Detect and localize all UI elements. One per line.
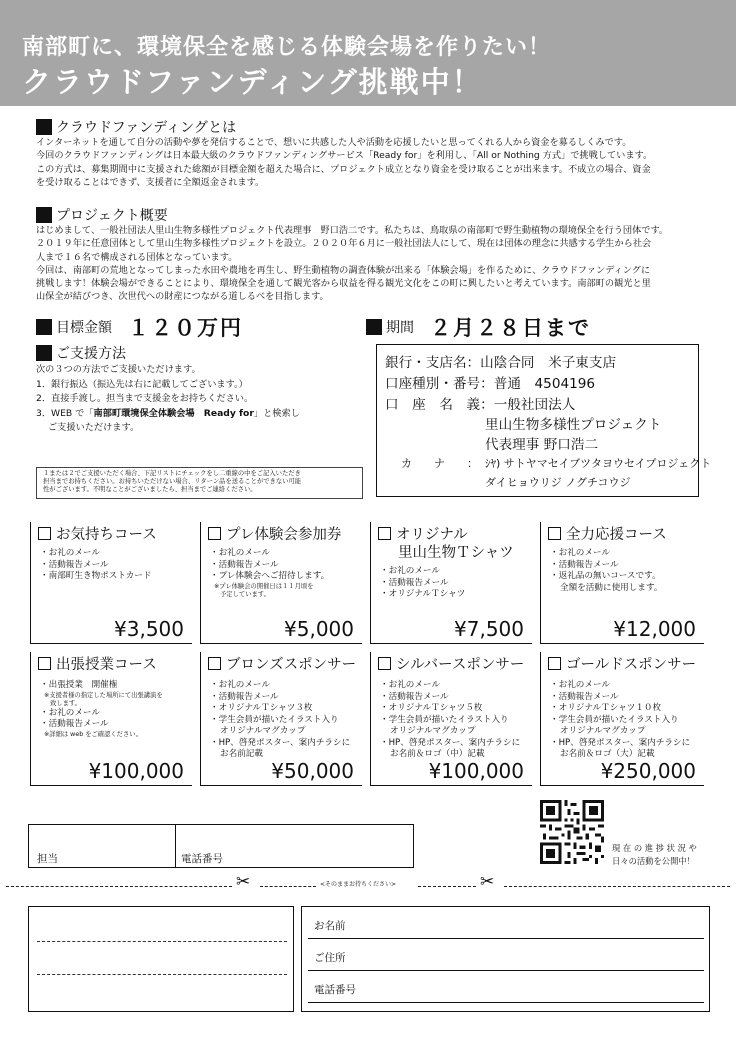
- course-item: お名前＆ロゴ（大）記載: [560, 749, 655, 759]
- course-title-line2: 里山生物Ｔシャツ: [398, 545, 514, 561]
- course-title: 全力応援コース: [566, 527, 667, 543]
- bank-info-box: [376, 344, 712, 497]
- bank-label: 銀行・支店名：: [385, 355, 481, 371]
- phone-label: 電話番号: [314, 984, 356, 996]
- course-price: ¥5,000: [284, 617, 354, 641]
- about-text: [36, 136, 652, 189]
- course-item: ・オリジナルＴシャツ３枚: [210, 703, 313, 713]
- kana-label: カ ナ ：: [401, 457, 478, 470]
- scissors-icon: ✂: [236, 872, 251, 892]
- phone-field[interactable]: [308, 977, 704, 1003]
- course-price: ¥50,000: [271, 759, 354, 783]
- course-item: ・オリジナルＴシャツ５枚: [380, 703, 483, 713]
- goal-amount: [36, 312, 243, 342]
- course-bronze-sponsor[interactable]: [200, 652, 362, 786]
- scissors-icon: ✂: [480, 872, 495, 892]
- overview-line: ２０１９年に任意団体として里山生物多様性プロジェクトを設立。２０２０年６月に一般社団法人にして、現在は団体の理念に共感する学生から社会: [36, 238, 652, 250]
- course-item: オリジナルマグカップ: [560, 726, 646, 736]
- staff-contact-box: [28, 824, 414, 868]
- about-line: を受け取ることはできず、支援者に全額返金されます。: [36, 176, 265, 188]
- course-item: ・活動報告メール: [550, 691, 619, 702]
- overview-title: プロジェクト概要: [56, 208, 168, 224]
- qr-note-line: 現 在 の 進 捗 状 況 や: [612, 843, 697, 853]
- period-value: ２月２８日まで: [430, 316, 591, 340]
- staff-phone-label: 電話番号: [181, 853, 223, 865]
- holder-line-1: 一般社団法人: [493, 397, 576, 413]
- course-item: ・お礼のメール: [550, 680, 610, 690]
- support-method-3-cont: ご支援いただけます。: [48, 422, 140, 433]
- overview-line: 挑戦します！体験会場ができることにより、環境保全を通して観光客から収益を得る観光文化をこの町に興したいと考えています。南部町の観光と里: [36, 278, 651, 290]
- course-item: ・活動報告メール: [40, 559, 109, 570]
- course-item: ・学生会員が描いたイラスト入り: [210, 714, 339, 725]
- course-item: ・お礼のメール: [550, 548, 610, 558]
- checkbox[interactable]: [378, 657, 391, 670]
- overview-text: [36, 224, 668, 304]
- address-field[interactable]: [308, 945, 704, 971]
- holder-label: 口 座 名 義：: [385, 397, 494, 413]
- goal-value: １２０万円: [128, 316, 243, 340]
- course-item: ・お礼のメール: [210, 548, 270, 558]
- square-bullet-icon: [36, 345, 52, 361]
- about-title: クラウドファンディングとは: [56, 120, 237, 136]
- about-line: インターネットを通して自分の活動や夢を発信することで、想いに共感した人や活動を応援したいと思ってくれる人から資金を募るしくみです。: [36, 137, 632, 148]
- name-field[interactable]: [308, 913, 704, 939]
- checkbox[interactable]: [548, 657, 561, 670]
- cut-line: [0, 872, 736, 894]
- holder-line-3: 代表理事 野口浩二: [485, 437, 599, 453]
- square-bullet-icon: [36, 319, 52, 335]
- checkbox[interactable]: [208, 657, 221, 670]
- kana-line-2: ダイヒョウリジ ノグチコウジ: [485, 476, 631, 489]
- course-gold-sponsor[interactable]: [540, 652, 704, 786]
- account-label: 口座種別・番号：: [385, 376, 494, 392]
- goal-label: 目標金額: [56, 320, 112, 336]
- support-heading: [36, 343, 126, 363]
- course-item: お名前＆ロゴ（中）記載: [390, 749, 485, 759]
- header-title-line1: 南部町に、環境保全を感じる体験会場を作りたい！: [22, 35, 552, 60]
- course-note: 予定しています。: [220, 590, 270, 598]
- course-visiting-class[interactable]: [30, 652, 192, 786]
- course-item: ・学生会員が描いたイラスト入り: [550, 714, 679, 725]
- course-item: ・HP、啓発ポスター、案内チラシに: [380, 737, 521, 748]
- support-intro: 次の３つの方法でご支援いただけます。: [36, 364, 201, 375]
- course-note: 致します。: [50, 699, 81, 707]
- course-silver-sponsor[interactable]: [370, 652, 532, 786]
- course-item: ・お礼のメール: [380, 566, 440, 576]
- course-note: ※プレ体験会の開催日は１１月頃を: [214, 582, 314, 590]
- cut-line-text: <そのままお持ちください>: [320, 881, 397, 888]
- course-item: ・活動報告メール: [380, 577, 449, 588]
- course-item: お名前記載: [220, 749, 263, 759]
- checkbox[interactable]: [208, 527, 221, 540]
- course-item: ・活動報告メール: [210, 691, 279, 702]
- period-label: 期間: [386, 320, 414, 336]
- course-item: ・活動報告メール: [40, 719, 109, 729]
- course-note: ※支援者様の指定した場所にて出張講演を: [44, 691, 163, 699]
- staff-label: 担当: [37, 853, 58, 865]
- course-item: ・出張授業 開催権: [40, 680, 118, 690]
- course-price: ¥250,000: [600, 759, 696, 783]
- holder-line-2: 里山生物多様性プロジェクト: [485, 417, 662, 433]
- period: [366, 312, 591, 342]
- course-item: ・活動報告メール: [210, 559, 279, 570]
- course-item: ・お礼のメール: [40, 548, 100, 558]
- search-keyword: 南部町環境保全体験会場 Ready for: [93, 407, 254, 419]
- qr-note-line: 日々の活動を公開中！: [612, 856, 695, 866]
- course-title: オリジナル: [396, 527, 468, 543]
- header-title-line2: クラウドファンディング挑戦中！: [22, 65, 483, 99]
- course-title: ブロンズスポンサー: [226, 657, 357, 673]
- course-item: ・返礼品の無いコースです。: [550, 571, 661, 581]
- qr-note: [612, 842, 697, 868]
- course-title: ゴールドスポンサー: [566, 657, 697, 673]
- course-item: ・オリジナルＴシャツ１０枚: [550, 703, 662, 713]
- support-method-2: 2．直接手渡し。担当まで支援金をお持ちください。: [36, 393, 254, 404]
- about-line: 今回のクラウドファンディングは日本最大級のクラウドファンディングサービス「Ready for」を利用し、「All or Nothing 方式」で挑戦しています。: [36, 150, 653, 162]
- square-bullet-icon: [36, 119, 52, 135]
- name-label: お名前: [314, 920, 346, 932]
- course-price: ¥3,500: [114, 617, 184, 641]
- course-price: ¥12,000: [613, 617, 696, 641]
- kana-line-1: ｼﾔ) サトヤマセイブツタヨウセイプロジェクト: [485, 457, 712, 470]
- about-heading: [36, 117, 236, 137]
- course-item: 全額を活動に使用します。: [560, 582, 663, 593]
- course-item: ・HP、啓発ポスター、案内チラシに: [550, 737, 691, 748]
- course-item: ・HP、啓発ポスター、案内チラシに: [210, 737, 351, 748]
- square-bullet-icon: [36, 207, 52, 223]
- course-title: プレ体験会参加券: [226, 527, 342, 543]
- address-label: ご住所: [314, 952, 346, 964]
- checkbox[interactable]: [378, 527, 391, 540]
- course-item: ・南部町生き物ポストカード: [40, 571, 152, 581]
- course-title: 出張授業コース: [56, 657, 157, 673]
- course-title: シルバースポンサー: [396, 657, 525, 673]
- course-item: ・お礼のメール: [40, 707, 100, 718]
- bank-value: 山陰合同 米子東支店: [480, 355, 617, 371]
- course-item: ・お礼のメール: [380, 680, 440, 690]
- overview-line: 山保全が結びつき、次世代への財産につながる道しるべを目指します。: [36, 291, 329, 303]
- course-item: ・活動報告メール: [550, 559, 619, 570]
- course-okimochi[interactable]: [30, 522, 192, 644]
- instruction-note: [36, 467, 363, 499]
- overview-line: 人まで１６名で構成される団体となっています。: [36, 251, 238, 263]
- course-title: お気持ちコース: [56, 527, 157, 543]
- supporter-form: [301, 906, 710, 1012]
- checkbox[interactable]: [38, 657, 51, 670]
- course-price: ¥100,000: [88, 759, 184, 783]
- overview-line: 今回は、南部町の荒地となってしまった水田や農地を再生し、野生動植物の調査体験が出来る「体験会場」を作るために、クラウドファンディングに: [36, 264, 651, 276]
- note-line: 性がございます。不明なことがございましたら、担当までご連絡ください。: [43, 486, 257, 494]
- square-bullet-icon: [366, 319, 382, 335]
- course-pre-experience[interactable]: [200, 522, 362, 644]
- support-method-3: 3．WEB で「南部町環境保全体験会場 Ready for」と検索し: [36, 407, 300, 419]
- course-item: ・活動報告メール: [380, 691, 449, 702]
- account-value: 普通 4504196: [493, 376, 596, 392]
- overview-line: はじめまして、一般社団法人里山生物多様性プロジェクト代表理事 野口浩二です。私たちは、鳥取県の南部町で野生動植物の環境保全を行う団体です。: [36, 225, 669, 236]
- course-note: ※詳細は web をご確認ください。: [44, 730, 142, 738]
- blank-box: [28, 906, 294, 1012]
- support-methods: [36, 363, 300, 436]
- overview-heading: [36, 205, 168, 225]
- course-item: ・プレ体験会へご招待します。: [210, 571, 330, 581]
- checkbox[interactable]: [548, 527, 561, 540]
- course-original-tshirt[interactable]: [370, 522, 532, 644]
- header-banner: [0, 0, 736, 106]
- qr-code-icon[interactable]: [540, 800, 604, 864]
- support-method-1: 1．銀行振込（振込先は右に記載してございます。）: [36, 378, 248, 390]
- about-line: この方式は、募集期間中に支援された総額が目標金額を超えた場合に、プロジェクト成立となり資金を受け取ることが出来ます。不成立の場合、資金: [36, 163, 651, 175]
- course-item: オリジナルマグカップ: [390, 726, 476, 736]
- course-full-support[interactable]: [540, 522, 704, 644]
- course-item: ・オリジナルＴシャツ: [380, 589, 466, 599]
- course-item: ・お礼のメール: [210, 680, 270, 690]
- checkbox[interactable]: [38, 527, 51, 540]
- note-line: 担当までお持ちください。お持ちいただけない場合、リターン品を送ることができない可能: [43, 478, 302, 486]
- course-price: ¥7,500: [454, 617, 524, 641]
- course-item: ・学生会員が描いたイラスト入り: [380, 714, 509, 725]
- support-title: ご支援方法: [56, 346, 126, 362]
- course-item: オリジナルマグカップ: [220, 726, 306, 736]
- course-price: ¥100,000: [428, 759, 524, 783]
- note-line: １または２でご支援いただく場合、下記リストにチェックをし二重線の中をご記入いただき: [43, 470, 301, 477]
